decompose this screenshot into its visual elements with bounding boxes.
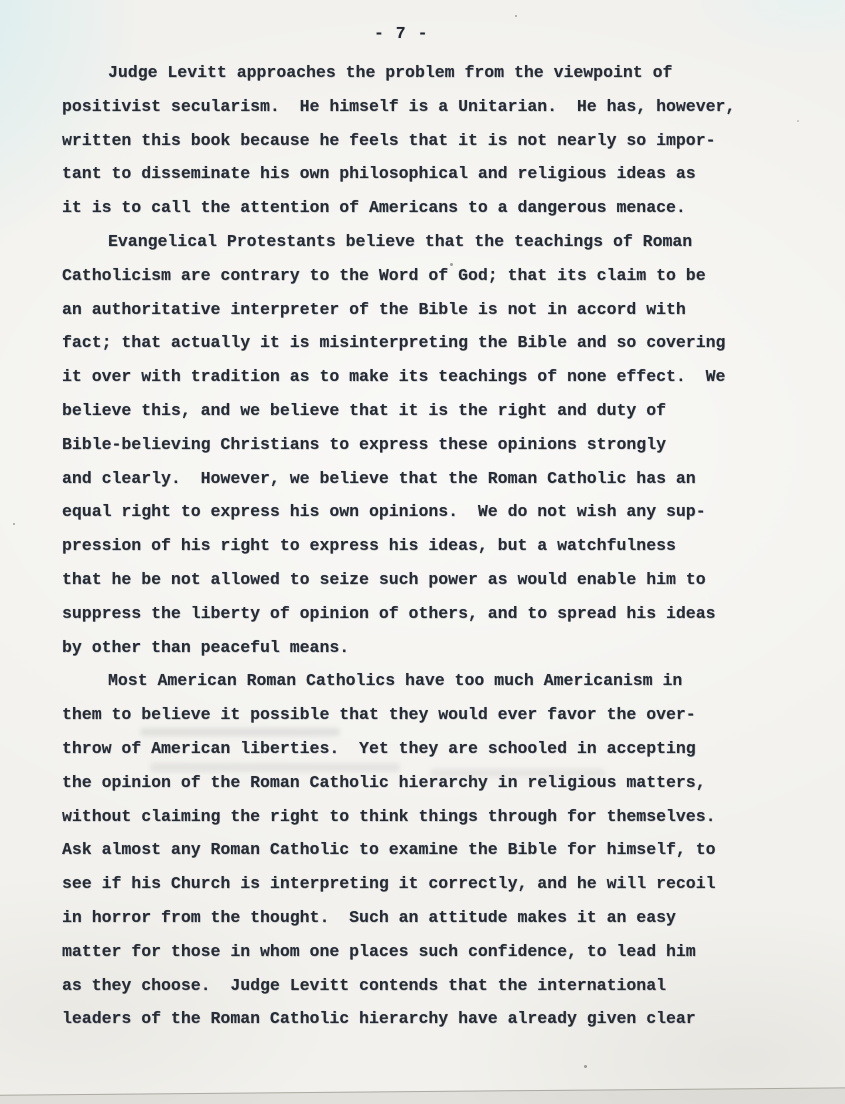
text-line: that he be not allowed to seize such power as would enable him to bbox=[62, 569, 706, 589]
text-line: suppress the liberty of opinion of others, and to spread his ideas bbox=[62, 603, 716, 623]
text-line: matter for those in whom one places such confidence, to lead him bbox=[62, 941, 696, 961]
document-body bbox=[62, 56, 807, 1036]
text-line: without claiming the right to think things through for themselves. bbox=[62, 806, 716, 826]
scan-speck bbox=[797, 120, 799, 122]
text-line: Evangelical Protestants believe that the teachings of Roman bbox=[108, 231, 693, 251]
text-line: and clearly. However, we believe that the Roman Catholic has an bbox=[62, 468, 696, 488]
text-line: the opinion of the Roman Catholic hierarchy in religious matters, bbox=[62, 772, 706, 792]
scan-speck bbox=[92, 980, 94, 982]
text-line: equal right to express his own opinions. We do not wish any sup- bbox=[62, 502, 706, 522]
text-line: it is to call the attention of Americans to a dangerous menace. bbox=[62, 198, 686, 218]
text-line: tant to disseminate his own philosophical and religious ideas as bbox=[62, 164, 696, 184]
text-line: it over with tradition as to make its teachings of none effect. We bbox=[62, 367, 726, 387]
text-line: an authoritative interpreter of the Bible is not in accord with bbox=[62, 299, 686, 319]
scan-speck bbox=[515, 15, 517, 17]
ink-smudge bbox=[430, 769, 605, 777]
text-line: throw of American liberties. Yet they are schooled in accepting bbox=[62, 738, 696, 758]
text-line: leaders of the Roman Catholic hierarchy have already given clear bbox=[62, 1009, 696, 1029]
text-line: Most American Roman Catholics have too much Americanism in bbox=[108, 671, 683, 691]
text-line: Ask almost any Roman Catholic to examine the Bible for himself, to bbox=[62, 840, 716, 860]
scan-speck bbox=[584, 1065, 587, 1068]
text-line: fact; that actually it is misinterpreting the Bible and so covering bbox=[62, 333, 726, 353]
text-line: believe this, and we believe that it is the right and duty of bbox=[62, 400, 666, 420]
ink-smudge bbox=[150, 763, 400, 772]
text-line: them to believe it possible that they would ever favor the over- bbox=[62, 705, 696, 725]
text-line: written this book because he feels that it is not nearly so impor- bbox=[62, 130, 716, 150]
paper-bottom-edge bbox=[0, 1087, 845, 1104]
scan-speck bbox=[13, 523, 15, 525]
text-line: Bible-believing Christians to express these opinions strongly bbox=[62, 434, 666, 454]
text-line: see if his Church is interpreting it correctly, and he will recoil bbox=[62, 874, 716, 894]
page-number: - 7 - bbox=[374, 24, 429, 43]
text-line: pression of his right to express his ideas, but a watchfulness bbox=[62, 536, 676, 556]
text-line: Catholicism are contrary to the Word of God; that its claim to be bbox=[62, 265, 706, 285]
text-line: as they choose. Judge Levitt contends that the international bbox=[62, 975, 666, 995]
ink-smudge bbox=[140, 728, 340, 736]
text-line: positivist secularism. He himself is a Unitarian. He has, however, bbox=[62, 96, 736, 116]
text-line: in horror from the thought. Such an attitude makes it an easy bbox=[62, 907, 676, 927]
scan-speck bbox=[450, 263, 453, 266]
text-line: by other than peaceful means. bbox=[62, 637, 350, 657]
text-line: Judge Levitt approaches the problem from the viewpoint of bbox=[108, 63, 673, 82]
